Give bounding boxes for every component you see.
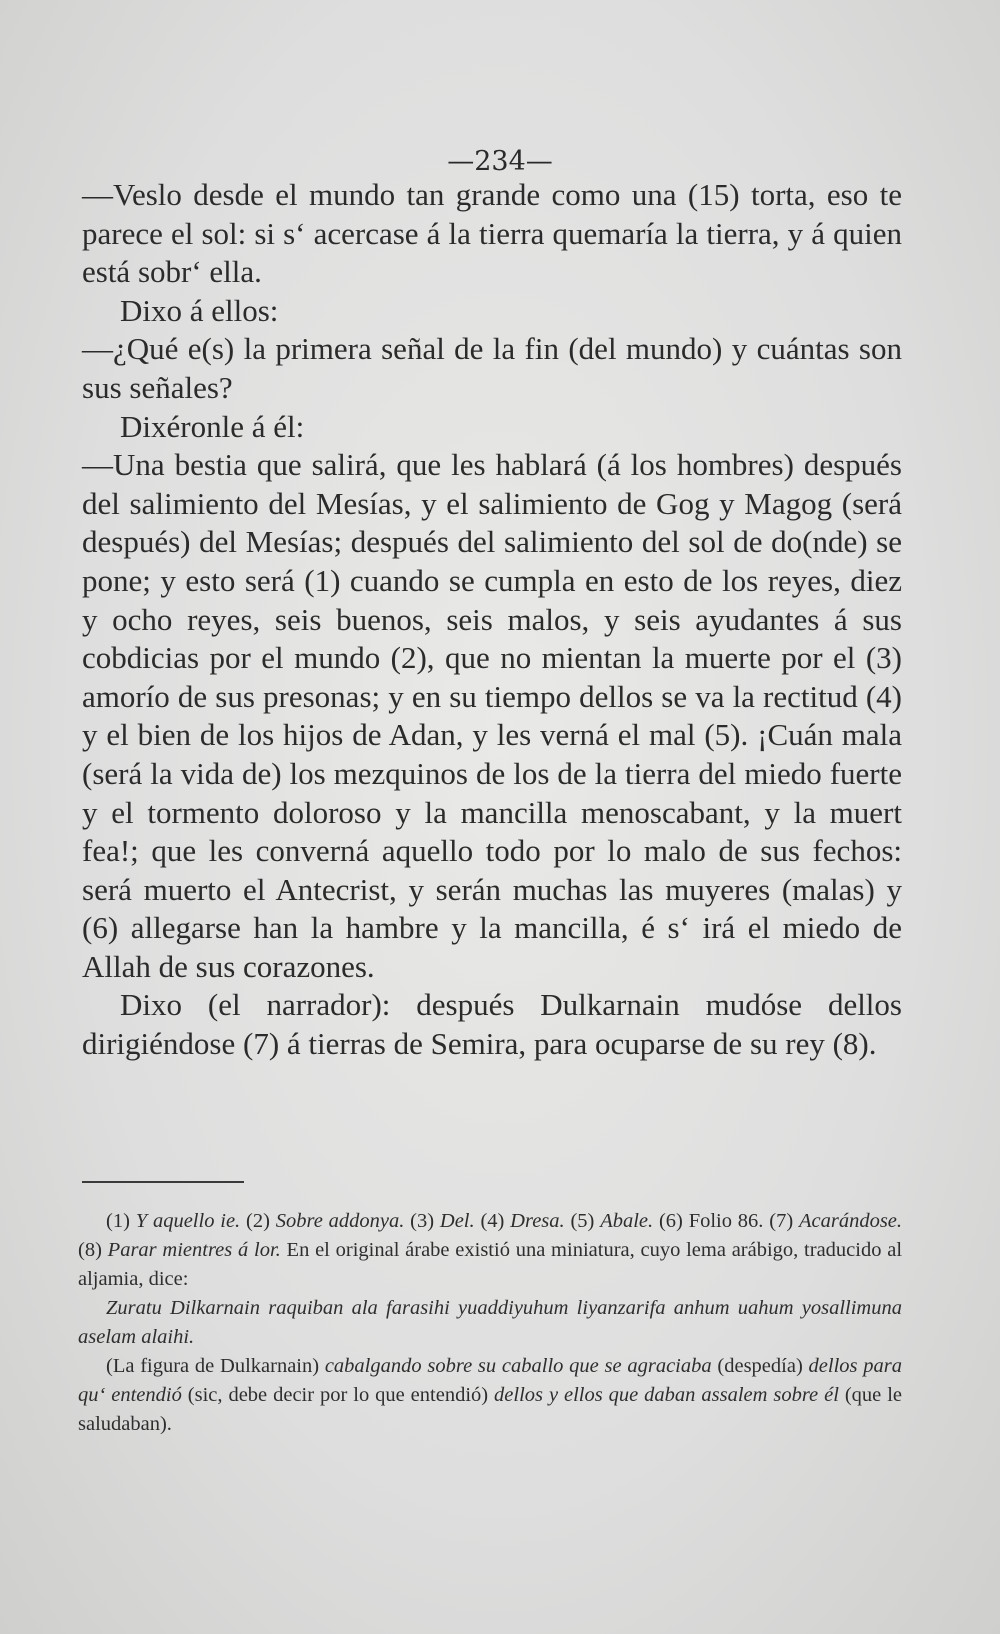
footnote-3-text: (La figura de Dulkarnain) (106, 1355, 325, 1377)
footnotes (78, 1207, 902, 1439)
paragraph-5: —Una bestia que salirá, que les hablará (á los hombres) después del salimiento del Mesías, y el salimiento de Gog y Magog (será después) del Mesías; después del salimiento del sol de do(nde) se pone; y esto será (1) cuando se cumpla en esto de los reyes, diez y ocho reyes, seis buenos, seis malos, y seis ayudantes á sus cobdicias por el mundo (2), que no mientan la muerte por el (3) amorío de sus presonas; y en su tiempo dellos se va la rectitud (4) y el bien de los hijos de Adan, y les verná el mal (5). ¡Cuán mala (será la vida de) los mezquinos de los de la tierra del miedo fuerte y el tormento doloroso y la mancilla menoscabant, y la muert fea!; que les converná aquello todo por lo malo de sus fechos: será muerto el Antecrist, y serán muchas las muyeres (malas) y (6) allegarse han la hambre y la mancilla, é s‘ irá el miedo de Allah de sus corazones. (82, 447, 902, 984)
footnote-1-italic: Parar mientres á lor. (107, 1239, 281, 1261)
footnote-1-text: (5) (564, 1210, 601, 1232)
footnote-1-italic: Dresa. (510, 1210, 565, 1232)
page-number: —234— (447, 146, 553, 177)
paragraph-3: —¿Qué e(s) la primera señal de la fin (del mundo) y cuántas son sus señales? (82, 331, 902, 405)
footnote-1-text: (2) (240, 1210, 276, 1232)
footnote-divider (82, 1181, 244, 1183)
footnote-1-text: (8) (78, 1239, 108, 1261)
footnote-1-text: (6) Folio 86. (7) (653, 1210, 799, 1232)
footnote-1-text: (1) (106, 1210, 136, 1232)
footnote-2: Zuratu Dilkarnain raquiban ala farasihi yuaddiyuhum liyanzarifa anhum uahum yosallimuna aselam alaihi. (78, 1297, 902, 1348)
footnote-1-italic: Acarándose. (798, 1210, 903, 1232)
footnote-1-text: (4) (474, 1210, 511, 1232)
footnote-3 (78, 1352, 902, 1439)
footnote-3-text: (que le saludaban). (78, 1384, 902, 1435)
footnote-1-italic: Sobre addonya. (275, 1210, 405, 1232)
footnote-3-text: (sic, debe decir por lo que entendió) (181, 1384, 495, 1406)
footnote-1 (78, 1207, 902, 1294)
footnote-1-italic: Abale. (600, 1210, 654, 1232)
footnote-1-italic: Y aquello ie. (135, 1210, 241, 1232)
footnote-1-text: (3) (404, 1210, 440, 1232)
footnote-3-italic: cabalgando sobre su caballo que se agraciaba (324, 1355, 712, 1377)
main-text (82, 176, 902, 1064)
footnote-3-italic: dellos y ellos que daban assalem sobre él (494, 1384, 839, 1406)
paragraph-4: Dixéronle á él: (120, 408, 305, 444)
footnote-1-italic: Del. (439, 1210, 475, 1232)
footnote-1-text: En el original árabe existió una miniatura, cuyo lema arábigo, traducido al aljamia, dice: (78, 1239, 903, 1290)
paragraph-1: —Veslo desde el mundo tan grande como una (15) torta, eso te parece el sol: si s‘ acercase á la tierra quemaría la tierra, y á quien está sobr‘ ella. (82, 177, 902, 290)
footnote-3-italic: dellos para qu‘ entendió (78, 1355, 902, 1406)
footnote-3-text: (despedía) (711, 1355, 809, 1377)
paragraph-6: Dixo (el narrador): después Dulkarnain mudóse dellos dirigiéndose (7) á tierras de Semira, para ocuparse de su rey (8). (82, 987, 902, 1062)
paragraph-2: Dixo á ellos: (120, 292, 279, 328)
